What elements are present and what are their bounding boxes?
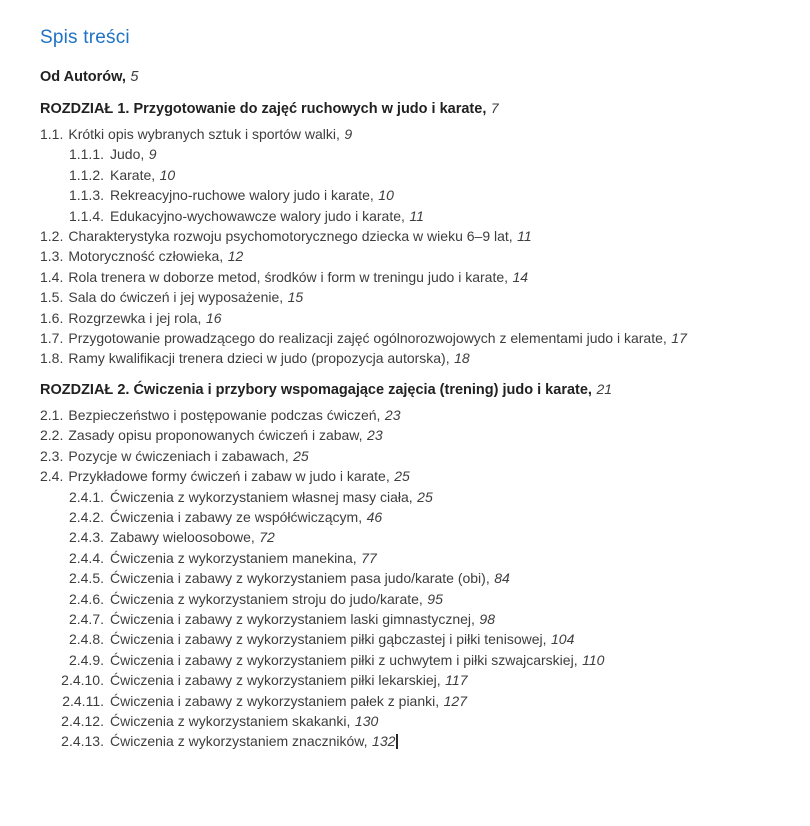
toc-entry-title: Ćwiczenia i zabawy z wykorzystaniem pałek z pianki (110, 692, 436, 709)
page-number: 98 (479, 610, 495, 627)
page-separator: , (369, 187, 374, 204)
page-number: 21 (596, 380, 613, 397)
toc-entry-text (68, 226, 531, 246)
text-caret (396, 734, 398, 749)
page-number: 11 (517, 228, 532, 245)
toc-entry[interactable] (40, 425, 774, 445)
toc-entry[interactable] (40, 629, 774, 649)
page-separator: , (435, 692, 440, 709)
toc-entry-number: 2.3. (40, 447, 64, 464)
page-number: 132 (372, 733, 396, 750)
toc-entry[interactable] (40, 348, 774, 368)
page-number: 10 (378, 187, 394, 204)
page-number: 10 (159, 166, 176, 183)
toc-entry-number: 2.4.1. (68, 488, 104, 505)
toc-front-matter[interactable] (40, 67, 774, 88)
toc-entry[interactable] (40, 507, 774, 527)
toc-entry-number: 1.1.4. (68, 207, 104, 224)
page-number: 16 (205, 309, 222, 326)
toc-entry-title: Pozycje w ćwiczeniach i zabawach (68, 447, 285, 464)
page-title: Spis treści (40, 27, 130, 48)
toc-entry-title: Przygotowanie prowadzącego do realizacji zajęć ogólnorozwojowych z elementami judo i karate (68, 330, 663, 347)
toc-entry-text (110, 206, 424, 226)
page-separator: , (336, 126, 340, 142)
toc-entry-number: 2.4. (40, 468, 64, 485)
page-separator: , (587, 381, 592, 398)
toc-chapter-heading[interactable] (40, 98, 774, 120)
page-number: 11 (409, 207, 424, 224)
toc-entry[interactable] (40, 466, 774, 486)
toc-entry-number: 1.7. (40, 330, 64, 347)
toc-entry[interactable] (40, 691, 774, 711)
toc-entry-text (110, 731, 398, 751)
toc-entry-text (68, 246, 243, 266)
toc-entry-text (110, 670, 467, 690)
toc-entry-text (68, 308, 221, 328)
page-separator: , (445, 350, 450, 367)
toc-entry-title: Ćwiczenia i zabawy z wykorzystaniem piłki lekarskiej (110, 672, 437, 689)
toc-entry-number: 1.6. (40, 309, 64, 326)
toc-entry-number: 2.4.2. (68, 508, 104, 525)
toc (40, 98, 774, 752)
toc-entry-number: 2.4.10. (61, 672, 104, 689)
toc-entry-title: Rozgrzewka i jej rola (68, 309, 198, 326)
toc-entry-text (110, 609, 495, 629)
toc-entry[interactable] (40, 487, 774, 507)
page-separator: , (346, 712, 351, 729)
toc-entry-title: Ćwiczenia i zabawy ze współćwiczącym (110, 508, 359, 525)
page-separator: , (471, 610, 475, 627)
page-number: 72 (259, 529, 275, 546)
toc-entry-title: Ćwiczenia z wykorzystaniem własnej masy ciała (110, 488, 409, 505)
page-number: 25 (394, 468, 410, 485)
toc-entry-text (110, 650, 604, 670)
page-number: 130 (354, 712, 379, 729)
toc-entry-title: Ćwiczenia z wykorzystaniem stroju do judo/karate (110, 590, 419, 607)
toc-entry-title: Charakterystyka rozwoju psychomotorycznego dziecka w wieku 6–9 lat (68, 228, 509, 245)
page-separator: , (418, 590, 423, 607)
toc-entry-text (68, 267, 528, 287)
toc-entry[interactable] (40, 287, 774, 307)
page-separator: , (352, 549, 357, 566)
toc-entry[interactable] (40, 308, 774, 328)
toc-entry-title: Ramy kwalifikacji trenera dzieci w judo (propozycja autorska) (68, 350, 446, 367)
toc-entry[interactable] (40, 609, 774, 629)
toc-entry-title: Zasady opisu proponowanych ćwiczeń i zabaw (68, 427, 359, 444)
toc-entry-title: Ćwiczenia i zabawy z wykorzystaniem pasa judo/karate (obi) (110, 570, 486, 587)
toc-entry-title: Zabawy wieloosobowe (110, 529, 251, 546)
toc-entry-text (68, 287, 303, 307)
page-number: 9 (344, 126, 353, 142)
page-number: 127 (443, 692, 467, 709)
page-number: 15 (287, 289, 304, 306)
toc-entry-title: Ćwiczenia z wykorzystaniem skakanki (110, 712, 347, 729)
toc-entry-title: Ćwiczenia i zabawy z wykorzystaniem laski gimnastycznej (110, 610, 472, 627)
page-separator: , (250, 529, 255, 546)
toc-entry-number: 2.4.4. (68, 549, 104, 566)
toc-entry-text (68, 466, 409, 486)
toc-entry-title: Rola trenera w doborze metod, środków i form w treningu judo i karate (68, 268, 505, 285)
page-number: 7 (490, 100, 499, 116)
toc-entry-title: Judo (110, 146, 141, 163)
toc-entry-text (110, 507, 382, 527)
toc-entry-title: Motoryczność człowieka (68, 248, 220, 265)
page-number: 95 (427, 590, 443, 607)
toc-entry-number: 1.1.1. (68, 146, 104, 163)
toc-entry-text (110, 589, 443, 609)
page-number: 117 (445, 672, 468, 689)
toc-entry-number: 2.4.8. (68, 631, 104, 648)
toc-entry[interactable] (40, 165, 774, 185)
page-number: 12 (227, 248, 244, 265)
toc-entry[interactable] (40, 144, 774, 164)
page-separator: , (662, 330, 667, 347)
page-number: 110 (582, 651, 605, 668)
page-separator: , (219, 248, 224, 265)
toc-entry-number: 2.1. (40, 406, 64, 423)
toc-chapter-heading[interactable] (40, 379, 774, 401)
toc-entry-title: Ćwiczenia i zabawy z wykorzystaniem piłki gąbczastej i piłki tenisowej (110, 631, 543, 648)
toc-entry-number: 1.4. (40, 268, 64, 285)
page-number: 9 (148, 146, 157, 163)
page-separator: , (385, 468, 390, 485)
toc-entry-text (68, 124, 352, 144)
page-number: 25 (417, 488, 433, 505)
toc-entry-text (68, 405, 400, 425)
toc-entry-text (68, 446, 308, 466)
toc-entry[interactable] (40, 267, 774, 287)
toc-chapter (40, 379, 774, 752)
page-separator: , (401, 207, 405, 224)
toc-chapter (40, 98, 774, 369)
toc-chapter-heading-label: ROZDZIAŁ 2. Ćwiczenia i przybory wspomagające zajęcia (trening) judo i karate (40, 381, 588, 398)
toc-entry-number: 1.2. (40, 228, 64, 245)
page-separator: , (485, 570, 490, 587)
toc-entry-title: Bezpieczeństwo i postępowanie podczas ćwiczeń (68, 406, 377, 423)
toc-entry-number: 1.1. (40, 126, 64, 142)
toc-entry-number: 1.1.2. (68, 166, 104, 183)
page-separator: , (363, 733, 368, 750)
toc-entry[interactable] (40, 568, 774, 588)
toc-entry-number: 1.5. (40, 289, 64, 306)
page-number: 25 (293, 447, 309, 464)
toc-entry-text (110, 144, 157, 164)
toc-front-matter-label: Od Autorów (40, 69, 122, 85)
toc-entry-number: 2.2. (40, 427, 64, 444)
toc-entry-title: Karate (110, 166, 152, 183)
page-separator: , (121, 69, 126, 85)
page-separator: , (573, 651, 578, 668)
toc-entry-title: Ćwiczenia i zabawy z wykorzystaniem piłki z uchwytem i piłki szwajcarskiej (110, 651, 574, 668)
toc-entry-text (110, 548, 377, 568)
toc-entry-number: 2.4.3. (68, 529, 104, 546)
toc-entry-title: Ćwiczenia z wykorzystaniem manekina (110, 549, 353, 566)
page-separator: , (508, 228, 513, 245)
toc-entry-title: Edukacyjno-wychowawcze walory judo i karate (110, 207, 402, 224)
toc-entry-number: 2.4.12. (61, 712, 104, 729)
toc-entry-text (110, 691, 467, 711)
toc-entry[interactable] (40, 185, 774, 205)
toc-entry-number: 2.4.6. (68, 590, 104, 607)
toc-entry-title: Rekreacyjno-ruchowe walory judo i karate (110, 187, 370, 204)
page-separator: , (408, 488, 413, 505)
toc-entry-number: 1.8. (40, 350, 64, 367)
toc-entry[interactable] (40, 206, 774, 226)
page-separator: , (197, 309, 202, 326)
toc-entry[interactable] (40, 328, 774, 348)
toc-entry-title: Sala do ćwiczeń i jej wyposażenie (68, 289, 280, 306)
page-number: 46 (366, 508, 383, 525)
page-separator: , (482, 101, 487, 117)
toc-entry-title: Ćwiczenia z wykorzystaniem znaczników (110, 733, 364, 750)
toc-entry-number: 1.3. (40, 248, 64, 265)
toc-entry[interactable] (40, 226, 774, 246)
page-number: 17 (671, 330, 687, 347)
toc-entry-title: Przykładowe formy ćwiczeń i zabaw w judo i karate (68, 468, 386, 485)
toc-entry[interactable] (40, 589, 774, 609)
toc-entry[interactable] (40, 548, 774, 568)
toc-entry[interactable] (40, 527, 774, 547)
toc-entry-text (110, 527, 275, 547)
toc-entry[interactable] (40, 711, 774, 731)
page-number: 18 (454, 350, 470, 367)
toc-entry-text (68, 425, 382, 445)
toc-entry-text (110, 185, 394, 205)
toc-entry-text (110, 629, 574, 649)
toc-entry-text (110, 165, 175, 185)
toc-entry-number: 2.4.7. (68, 610, 104, 627)
toc-entry-title: Krótki opis wybranych sztuk i sportów walki (68, 126, 337, 142)
page-number: 5 (130, 69, 139, 85)
toc-entry-number: 2.4.5. (68, 570, 104, 587)
toc-entry[interactable] (40, 731, 774, 751)
toc-entry[interactable] (40, 246, 774, 266)
page-number: 14 (512, 268, 529, 285)
toc-entry[interactable] (40, 446, 774, 466)
page-separator: , (358, 508, 363, 525)
toc-entry-number: 1.1.3. (68, 187, 104, 204)
toc-entry[interactable] (40, 124, 774, 144)
page-separator: , (151, 166, 156, 183)
page-separator: , (358, 427, 363, 444)
toc-entry-text (110, 711, 378, 731)
page-number: 84 (494, 570, 510, 587)
toc-entry-text (68, 348, 469, 368)
page-number: 77 (361, 549, 377, 566)
toc-entry-text (110, 487, 433, 507)
page-separator: , (376, 406, 381, 423)
toc-entry-text (110, 568, 510, 588)
page-number: 104 (551, 631, 575, 648)
toc-chapter-heading-label: ROZDZIAŁ 1. Przygotowanie do zajęć ruchowych w judo i karate (40, 101, 483, 117)
toc-entry-number: 2.4.11. (62, 692, 104, 709)
toc-entry[interactable] (40, 670, 774, 690)
toc-entry-text (68, 328, 687, 348)
page-separator: , (140, 146, 145, 163)
toc-entry-number: 2.4.13. (61, 733, 104, 750)
page-separator: , (504, 268, 509, 285)
page-number: 23 (384, 406, 401, 423)
page-separator: , (279, 289, 284, 306)
toc-entry[interactable] (40, 405, 774, 425)
page-separator: , (542, 631, 547, 648)
page-number: 23 (367, 427, 383, 444)
page-separator: , (284, 447, 289, 464)
page-separator: , (436, 672, 441, 689)
toc-entry[interactable] (40, 650, 774, 670)
toc-entry-number: 2.4.9. (68, 651, 104, 668)
